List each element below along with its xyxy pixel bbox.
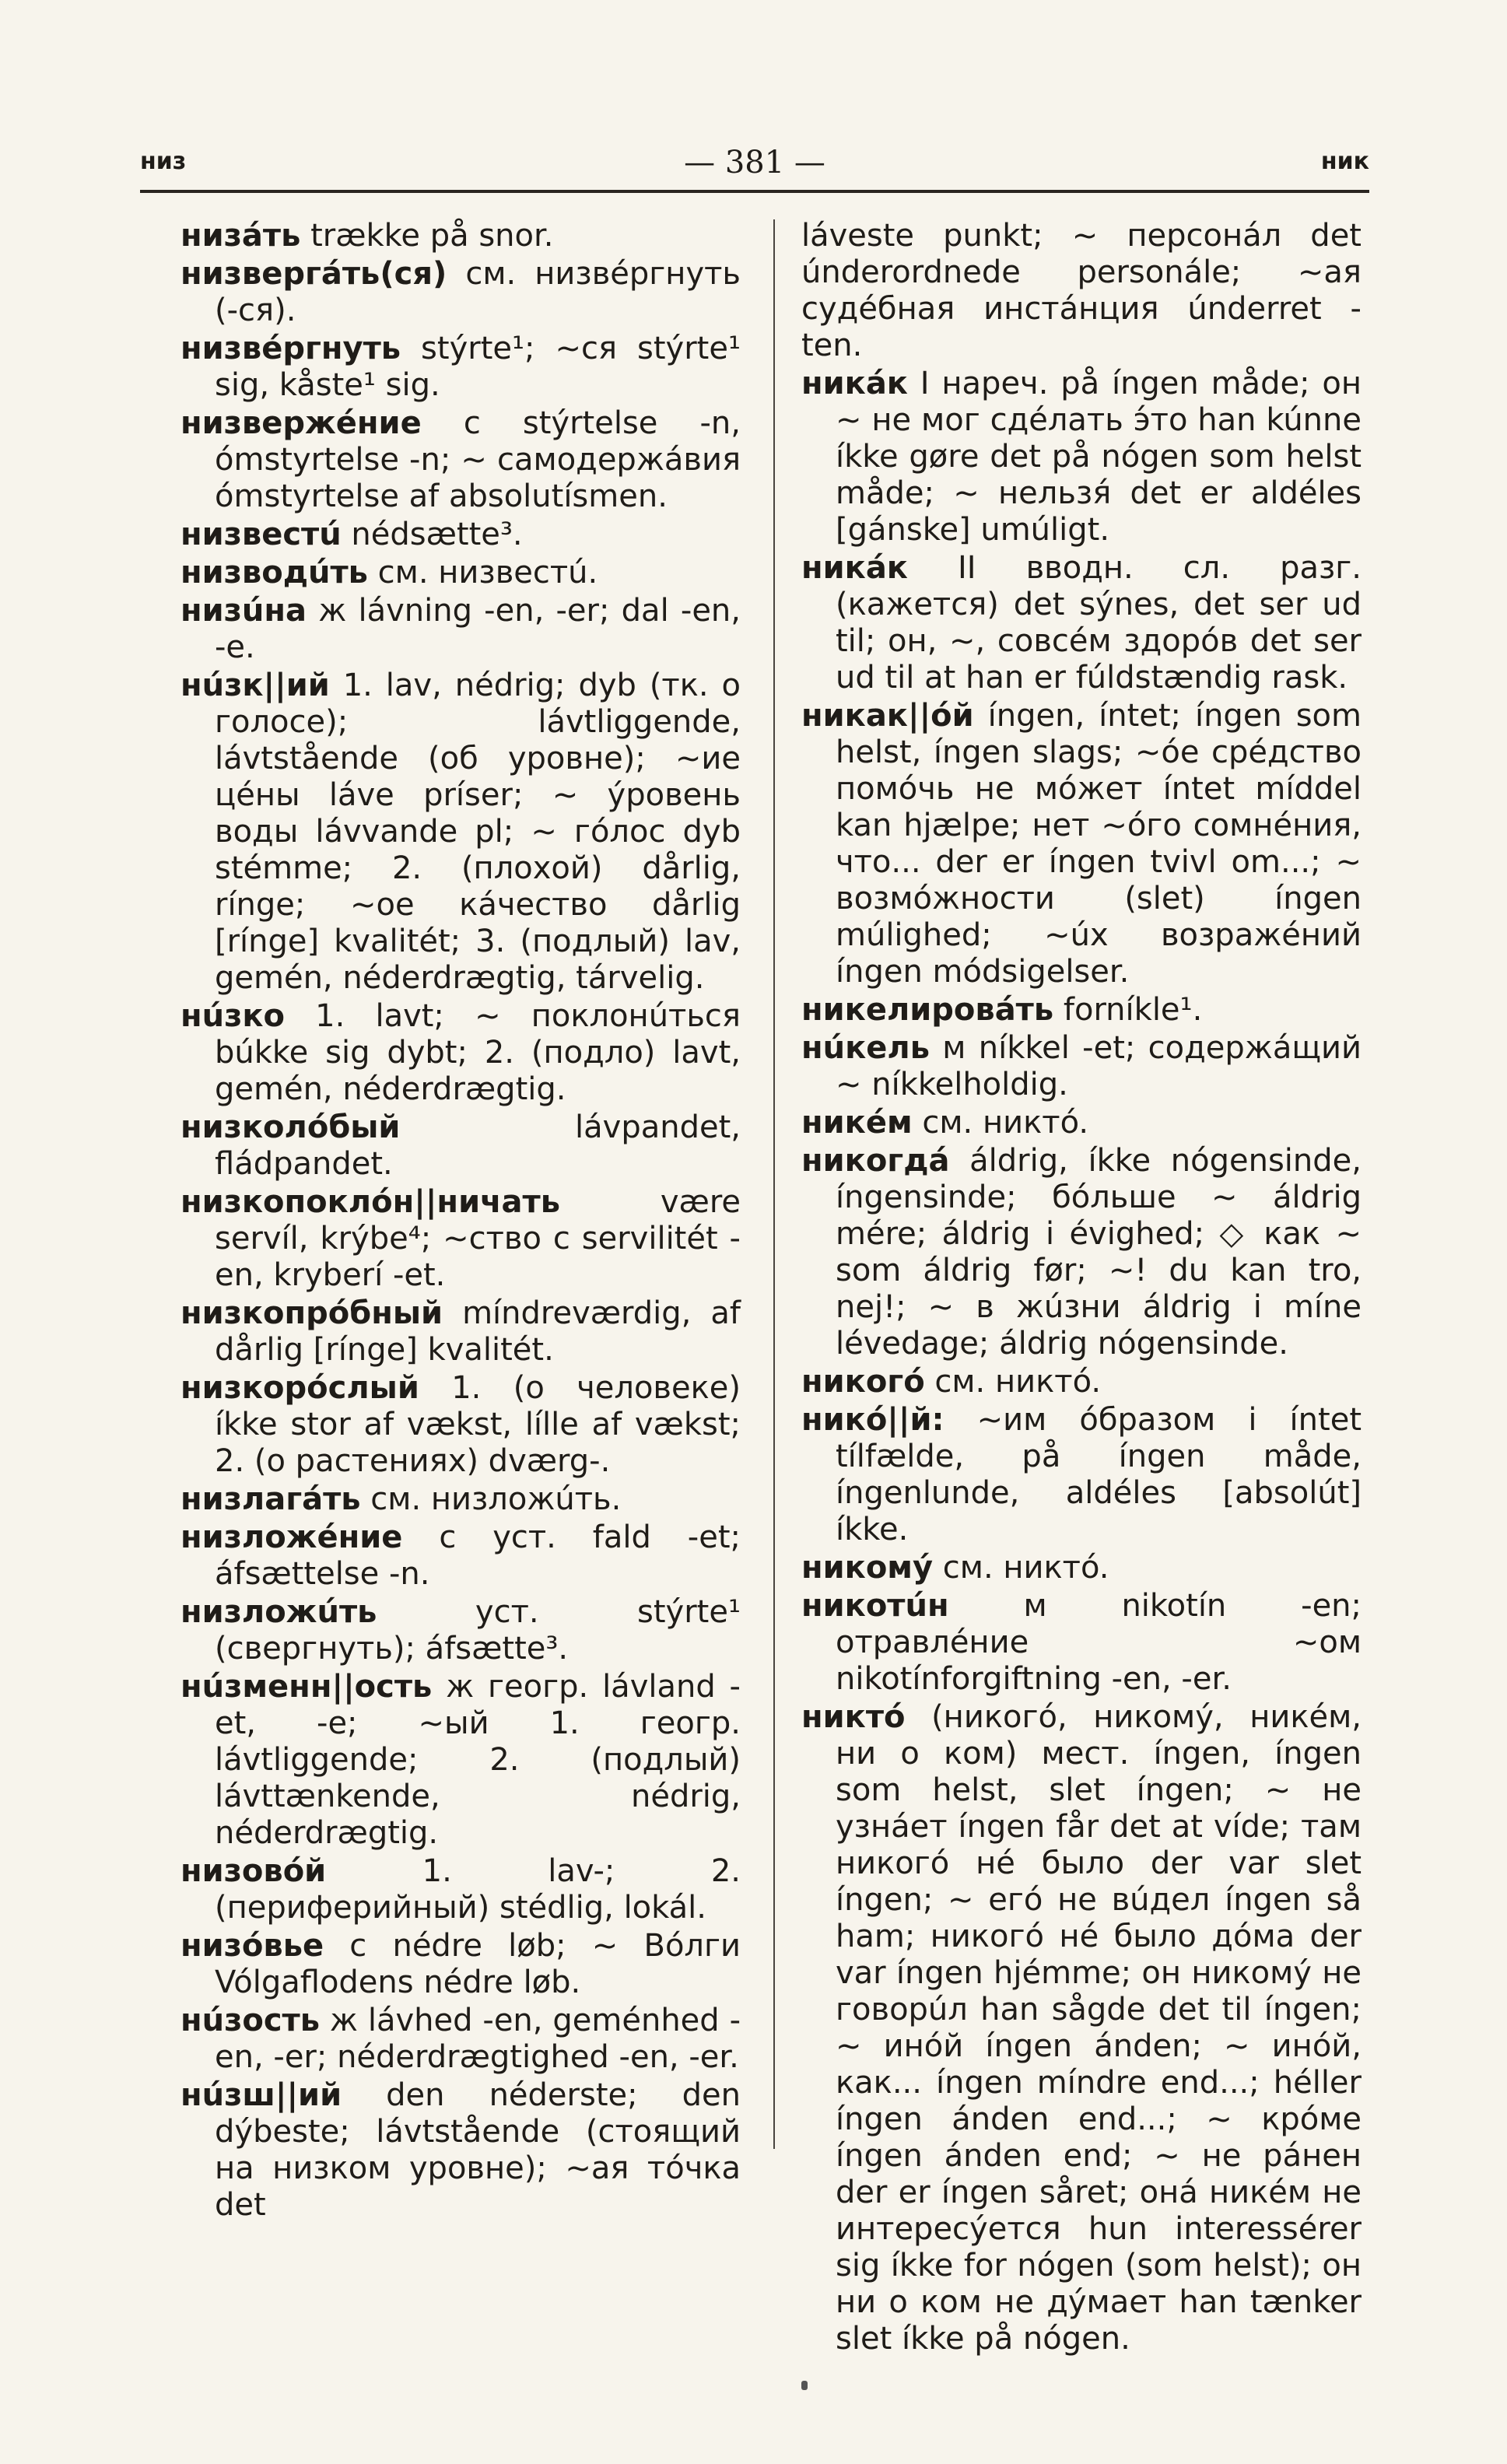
dictionary-entry bbox=[801, 1105, 1362, 1141]
entry-text: м níkkel -et; содержáщий ~ níkkelholdig. bbox=[836, 1030, 1362, 1102]
dictionary-entry bbox=[180, 331, 741, 404]
entry-text: см. никтó. bbox=[933, 1550, 1109, 1586]
column-divider bbox=[773, 219, 775, 2149]
dictionary-entry bbox=[801, 1550, 1362, 1586]
dictionary-entry bbox=[180, 2003, 741, 2076]
dictionary-entry bbox=[801, 1143, 1362, 1362]
page-header bbox=[140, 138, 1369, 193]
entry-text: II вводн. сл. разг. (кажется) det sýnes, det ser ud til; он, ~, совсéм здорóв det ser ud til at han er fúldstændig rask. bbox=[836, 550, 1362, 696]
entry-text: være servíl, krýbe⁴; ~ство с servilitét -en, kryberí -et. bbox=[215, 1184, 741, 1293]
header-rule bbox=[140, 190, 1369, 193]
entry-text: lávpandet, fládpandet. bbox=[215, 1109, 741, 1182]
dictionary-entry bbox=[180, 593, 741, 666]
entry-headword: низáть bbox=[180, 218, 301, 254]
header-left-guideword: низ bbox=[140, 148, 187, 175]
entry-headword: никак||óй bbox=[801, 698, 974, 734]
entry-text: forníkle¹. bbox=[1053, 992, 1203, 1028]
dictionary-entry bbox=[180, 1184, 741, 1294]
dictionary-entry bbox=[801, 1364, 1362, 1400]
entry-text: den néderste; den dýbeste; lávtstående (стоящий на низком уровне); ~ая тóчка det bbox=[215, 2077, 741, 2223]
entry-text: с уст. fald -et; áfsættelse -n. bbox=[215, 1519, 741, 1592]
entry-text: I нареч. på íngen måde; он ~ не мог сдéлать э́то han kúnne íkke gøre det på nógen som helst måde; ~ нельзя́ det er aldéles [gánske] umúligt. bbox=[836, 366, 1362, 548]
entry-text: nédsætte³. bbox=[341, 517, 523, 552]
dictionary-entry bbox=[180, 1295, 741, 1369]
entry-headword: низкопрóбный bbox=[180, 1295, 443, 1331]
entry-text: с nédre løb; ~ Вóлги Vólgaflodens nédre løb. bbox=[215, 1928, 741, 2000]
dictionary-entry bbox=[180, 517, 741, 553]
entry-text: см. низвéргнуть (-ся). bbox=[215, 256, 741, 328]
entry-headword: нúзко bbox=[180, 998, 285, 1034]
entry-text: м nikotín -en; отравлéние ~ом nikotínforgiftning -en, -er. bbox=[836, 1588, 1362, 1697]
entry-headword: низкопоклóн||ничать bbox=[180, 1184, 561, 1220]
dictionary-entry bbox=[180, 1109, 741, 1183]
entry-text: 1. lav, nédrig; dyb (тк. о голосе); lávtliggende, lávtstående (об уровне); ~ие цéны láve príser; ~ ýровень воды lávvande pl; ~ гóлос dyb stémme; 2. (плохой) dårlig, rínge; ~ое кáчество dårlig [rínge] kvalitét; 3. (подлый) lav, gemén, néderdrægtig, tárvelig. bbox=[215, 668, 741, 996]
dictionary-entry bbox=[801, 1402, 1362, 1548]
entry-text: láveste punkt; ~ персонáл det únderordnede personále; ~ая судéбная инстáнция únderret -ten. bbox=[801, 218, 1362, 363]
dictionary-entry bbox=[801, 366, 1362, 549]
entry-text: áldrig, íkke nógensinde, íngensinde; бóльше ~ áldrig mére; áldrig i évighed; ◇ как ~ som áldrig før; ~! du kan tro, nej!; ~ в жúзни áldrig i míne lévedage; áldrig nógensinde. bbox=[836, 1143, 1362, 1362]
dictionary-entry bbox=[180, 1519, 741, 1593]
entry-headword: низложúть bbox=[180, 1594, 377, 1630]
entry-text: ~им óбразом i íntet tílfælde, på íngen måde, íngenlunde, aldéles [absolút] íkke. bbox=[836, 1402, 1362, 1547]
entry-headword: низложéние bbox=[180, 1519, 403, 1555]
dictionary-entry bbox=[180, 1853, 741, 1926]
entry-headword: никéм bbox=[801, 1105, 913, 1141]
entry-headword: низвержéние bbox=[180, 405, 422, 441]
entry-headword: нúзк||ий bbox=[180, 668, 330, 703]
entry-text: (никогó, никомý, никéм, ни о ком) мест. íngen, íngen som helst, slet íngen; ~ не узнáет íngen får det at víde; там никогó нé было der var slet íngen; ~ егó не вúдел íngen så ham; никогó нé было дóма der var íngen hjémme; он никомý не говорúл han sågde det til íngen; ~ инóй íngen ánden; ~ инóй, как... íngen míndre end...; héller íngen ánden end...; ~ крóме íngen ánden end; ~ не рáнен der er íngen såret; онá никéм не интересýется hun interessérer sig íkke for nógen (som helst); он ни о ком не дýмает han tænker slet íkke på nógen. bbox=[836, 1699, 1362, 2357]
entry-headword: низóвье bbox=[180, 1928, 324, 1964]
entry-text: stýrte¹; ~ся stýrte¹ sig, kåste¹ sig. bbox=[215, 331, 741, 403]
entry-headword: низколóбый bbox=[180, 1109, 401, 1145]
dictionary-entry bbox=[801, 1699, 1362, 2357]
entry-text: ж lávhed -en, geménhed -en, -er; néderdrægtighed -en, -er. bbox=[215, 2003, 741, 2075]
entry-text: см. никтó. bbox=[912, 1105, 1089, 1141]
entry-text: см. никтó. bbox=[924, 1364, 1102, 1400]
entry-text: míndreværdig, af dårlig [rínge] kvalitét. bbox=[215, 1295, 741, 1368]
header-right-guideword: ник bbox=[1320, 148, 1369, 175]
dictionary-entry bbox=[180, 1481, 741, 1518]
entry-headword: никелировáть bbox=[801, 992, 1054, 1028]
dictionary-entry bbox=[180, 1370, 741, 1480]
dictionary-entry bbox=[180, 218, 741, 254]
entry-headword: нúзш||ий bbox=[180, 2077, 342, 2113]
dictionary-entry bbox=[801, 1588, 1362, 1698]
dictionary-entry bbox=[180, 668, 741, 997]
entry-headword: низúна bbox=[180, 593, 307, 629]
dictionary-entry bbox=[180, 256, 741, 329]
entry-headword: никогдá bbox=[801, 1143, 950, 1179]
entry-headword: низвéргнуть bbox=[180, 331, 401, 366]
entry-headword: никáк bbox=[801, 366, 908, 401]
entry-headword: нúзость bbox=[180, 2003, 321, 2038]
entry-text: см. низвестú. bbox=[367, 555, 598, 591]
entry-text: с stýrtelse -n, ómstyrtelse -n; ~ самодержáвия ómstyrtelse af absolutísmen. bbox=[215, 405, 741, 514]
entry-headword: нúкель bbox=[801, 1030, 930, 1066]
right-column bbox=[801, 218, 1362, 2359]
dictionary-entry bbox=[180, 1669, 741, 1852]
entry-text: см. низложúть. bbox=[360, 1481, 622, 1517]
entry-text: íngen, íntet; íngen som helst, íngen slags; ~óе срéдство помóчь не мóжет íntet míddel kan hjælpe; нет ~óго сомнéния, что... der er íngen tvivl om...; ~ возмóжности (slet) íngen múlighed; ~úх возражéний íngen módsigelser. bbox=[836, 698, 1362, 990]
entry-text: уст. stýrte¹ (свергнуть); áfsætte³. bbox=[215, 1594, 741, 1667]
entry-text: 1. lav-; 2. (периферийный) stédlig, lokál. bbox=[215, 1853, 741, 1926]
left-column bbox=[180, 218, 741, 2225]
entry-text: ж геогр. lávland -et, -e; ~ый 1. геогр. lávtliggende; 2. (подлый) lávttænkende, nédrig, néderdrægtig. bbox=[215, 1669, 741, 1851]
paper-speck bbox=[801, 2381, 808, 2390]
dictionary-entry bbox=[180, 405, 741, 515]
dictionary-entry bbox=[801, 1030, 1362, 1103]
entry-headword: никотúн bbox=[801, 1588, 949, 1624]
page-number: — 381 — bbox=[684, 145, 825, 181]
dictionary-entry bbox=[801, 218, 1362, 364]
dictionary-entry bbox=[801, 992, 1362, 1029]
entry-headword: нúзменн||ость bbox=[180, 1669, 433, 1705]
entry-headword: низвестú bbox=[180, 517, 342, 552]
entry-headword: низлагáть bbox=[180, 1481, 361, 1517]
entry-headword: никó||й: bbox=[801, 1402, 945, 1438]
dictionary-entry bbox=[180, 2077, 741, 2224]
entry-headword: низводúть bbox=[180, 555, 368, 591]
entry-text: 1. (о человеке) íkke stor af vækst, lílle af vækst; 2. (о растениях) dværg-. bbox=[215, 1370, 741, 1479]
entry-headword: низкорóслый bbox=[180, 1370, 419, 1406]
entry-headword: низовóй bbox=[180, 1853, 327, 1889]
entry-text: ж lávning -en, -er; dal -en, -e. bbox=[215, 593, 741, 665]
entry-headword: низвергáть(ся) bbox=[180, 256, 447, 292]
dictionary-entry bbox=[801, 698, 1362, 990]
dictionary-entry bbox=[180, 1594, 741, 1667]
entry-headword: никáк bbox=[801, 550, 908, 586]
dictionary-entry bbox=[180, 555, 741, 591]
dictionary-entry bbox=[180, 998, 741, 1108]
dictionary-entry bbox=[180, 1928, 741, 2001]
entry-headword: никогó bbox=[801, 1364, 925, 1400]
entry-text: 1. lavt; ~ поклонúться búkke sig dybt; 2. (подло) lavt, gemén, néderdrægtig. bbox=[215, 998, 741, 1107]
entry-text: trække på snor. bbox=[300, 218, 554, 254]
dictionary-entry bbox=[801, 550, 1362, 696]
entry-headword: никтó bbox=[801, 1699, 906, 1735]
entry-headword: никомý bbox=[801, 1550, 934, 1586]
